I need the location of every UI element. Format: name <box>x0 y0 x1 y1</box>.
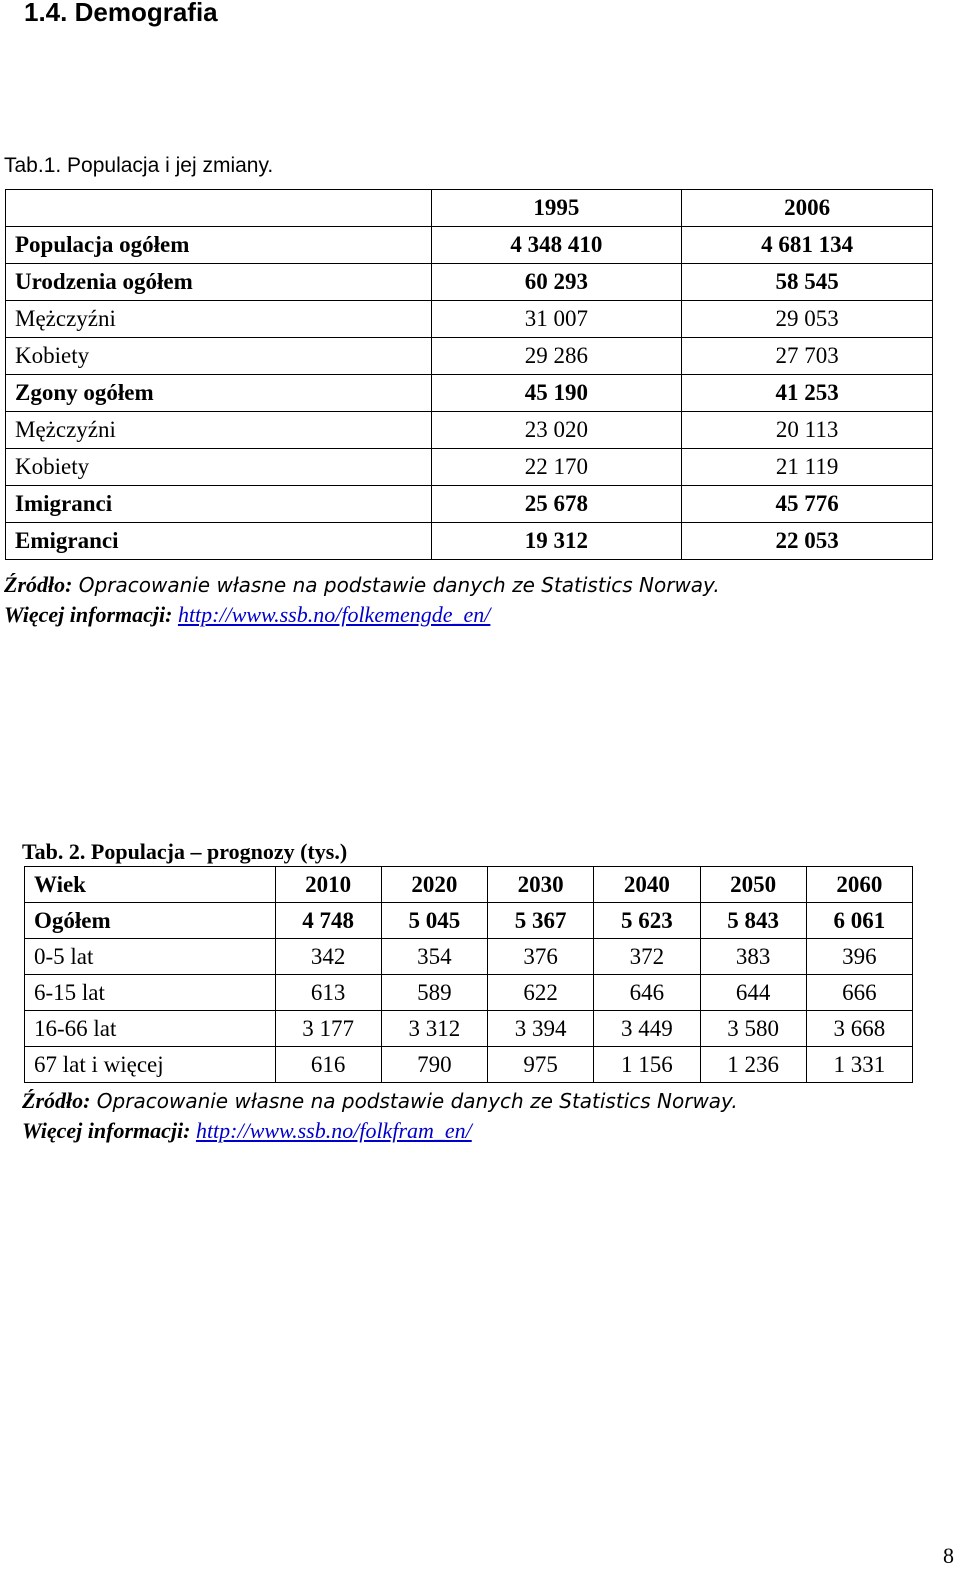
row-label: Zgony ogółem <box>6 375 432 412</box>
value-2060: 396 <box>806 939 912 975</box>
header-cell-2010: 2010 <box>275 867 381 903</box>
row-label: 67 lat i więcej <box>25 1047 276 1083</box>
value-2010: 3 177 <box>275 1011 381 1047</box>
table1-more-info <box>4 601 490 629</box>
value-2050: 5 843 <box>700 903 806 939</box>
value-2010: 616 <box>275 1047 381 1083</box>
more-info-label: Więcej informacji: <box>22 1118 191 1143</box>
value-2006: 41 253 <box>682 375 933 412</box>
table-row <box>25 939 913 975</box>
value-2006: 27 703 <box>682 338 933 375</box>
table-row <box>6 301 933 338</box>
value-2060: 3 668 <box>806 1011 912 1047</box>
value-2006: 45 776 <box>682 486 933 523</box>
value-2030: 3 394 <box>488 1011 594 1047</box>
value-2010: 342 <box>275 939 381 975</box>
table-row <box>25 1047 913 1083</box>
table-row <box>6 486 933 523</box>
table-row <box>6 227 933 264</box>
table-row <box>6 412 933 449</box>
table2-caption: Tab. 2. Populacja – prognozy (tys.) <box>22 839 348 864</box>
table-row <box>25 903 913 939</box>
row-label: Kobiety <box>6 338 432 375</box>
value-1995: 31 007 <box>431 301 682 338</box>
value-1995: 4 348 410 <box>431 227 682 264</box>
ssb-folkemengde-link[interactable]: http://www.ssb.no/folkemengde_en/ <box>177 602 491 627</box>
source-text: Opracowanie własne na podstawie danych ze Statistics Norway. <box>72 573 720 597</box>
row-label: Ogółem <box>25 903 276 939</box>
value-2060: 666 <box>806 975 912 1011</box>
value-2040: 372 <box>594 939 700 975</box>
value-2040: 646 <box>594 975 700 1011</box>
value-2060: 6 061 <box>806 903 912 939</box>
header-cell-2020: 2020 <box>381 867 487 903</box>
value-2010: 613 <box>275 975 381 1011</box>
value-2020: 354 <box>381 939 487 975</box>
value-1995: 25 678 <box>431 486 682 523</box>
value-2006: 58 545 <box>682 264 933 301</box>
value-1995: 45 190 <box>431 375 682 412</box>
table-header-row <box>25 867 913 903</box>
ssb-folkfram-link[interactable]: http://www.ssb.no/folkfram_en/ <box>195 1118 472 1143</box>
table-row <box>6 449 933 486</box>
source-label: Źródło: <box>22 1088 91 1113</box>
header-cell-2006: 2006 <box>682 190 933 227</box>
table-row <box>25 1011 913 1047</box>
table2-source-note <box>22 1087 738 1115</box>
value-2020: 5 045 <box>381 903 487 939</box>
header-cell-2040: 2040 <box>594 867 700 903</box>
value-1995: 29 286 <box>431 338 682 375</box>
value-2050: 1 236 <box>700 1047 806 1083</box>
row-label: Imigranci <box>6 486 432 523</box>
more-info-label: Więcej informacji: <box>4 602 173 627</box>
value-2040: 3 449 <box>594 1011 700 1047</box>
value-2030: 376 <box>488 939 594 975</box>
row-label: Populacja ogółem <box>6 227 432 264</box>
value-2040: 5 623 <box>594 903 700 939</box>
header-cell-empty <box>6 190 432 227</box>
table-header-row <box>6 190 933 227</box>
table-row <box>6 264 933 301</box>
row-label: Kobiety <box>6 449 432 486</box>
value-2006: 20 113 <box>682 412 933 449</box>
section-heading: 1.4. Demografia <box>24 0 218 27</box>
header-cell-2060: 2060 <box>806 867 912 903</box>
value-1995: 19 312 <box>431 523 682 560</box>
header-cell-2050: 2050 <box>700 867 806 903</box>
value-2030: 5 367 <box>488 903 594 939</box>
row-label: Mężczyźni <box>6 301 432 338</box>
value-1995: 60 293 <box>431 264 682 301</box>
table-row <box>6 338 933 375</box>
row-label: Emigranci <box>6 523 432 560</box>
table-row <box>6 375 933 412</box>
table2-more-info <box>22 1117 472 1145</box>
row-label: Mężczyźni <box>6 412 432 449</box>
value-2050: 3 580 <box>700 1011 806 1047</box>
value-2006: 4 681 134 <box>682 227 933 264</box>
header-cell-age: Wiek <box>25 867 276 903</box>
row-label: 16-66 lat <box>25 1011 276 1047</box>
value-2006: 22 053 <box>682 523 933 560</box>
value-2050: 644 <box>700 975 806 1011</box>
population-changes-table <box>5 189 933 560</box>
row-label: 6-15 lat <box>25 975 276 1011</box>
table-row <box>6 523 933 560</box>
value-2040: 1 156 <box>594 1047 700 1083</box>
value-2006: 21 119 <box>682 449 933 486</box>
row-label: 0-5 lat <box>25 939 276 975</box>
table-row <box>25 975 913 1011</box>
value-1995: 22 170 <box>431 449 682 486</box>
value-2050: 383 <box>700 939 806 975</box>
row-label: Urodzenia ogółem <box>6 264 432 301</box>
table1-source-note <box>4 571 720 599</box>
value-2030: 975 <box>488 1047 594 1083</box>
value-2006: 29 053 <box>682 301 933 338</box>
header-cell-2030: 2030 <box>488 867 594 903</box>
page-number: 8 <box>943 1543 954 1568</box>
value-2030: 622 <box>488 975 594 1011</box>
value-2020: 790 <box>381 1047 487 1083</box>
source-label: Źródło: <box>4 572 73 597</box>
value-2010: 4 748 <box>275 903 381 939</box>
table1-caption: Tab.1. Populacja i jej zmiany. <box>4 154 274 177</box>
value-2020: 589 <box>381 975 487 1011</box>
value-1995: 23 020 <box>431 412 682 449</box>
header-cell-1995: 1995 <box>431 190 682 227</box>
source-text: Opracowanie własne na podstawie danych ze Statistics Norway. <box>90 1089 738 1113</box>
value-2020: 3 312 <box>381 1011 487 1047</box>
value-2060: 1 331 <box>806 1047 912 1083</box>
population-forecast-table <box>24 866 913 1083</box>
